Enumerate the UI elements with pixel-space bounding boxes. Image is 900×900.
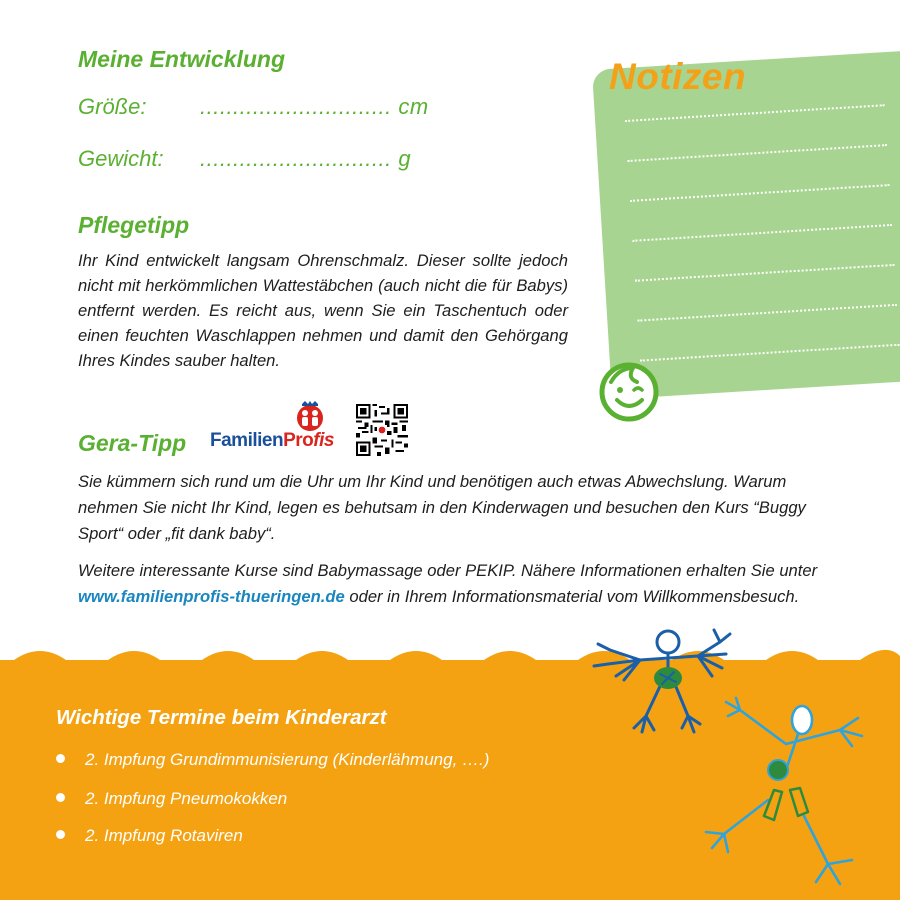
- child-drawing: [590, 620, 890, 890]
- care-tip-heading: Pflegetipp: [78, 212, 190, 238]
- appointments-heading: Wichtige Termine beim Kinderarzt: [56, 706, 387, 729]
- logo-text-pro: Pro: [283, 430, 314, 451]
- note-line: [625, 104, 885, 122]
- smiley-icon: [597, 360, 661, 424]
- familienprofis-link[interactable]: www.familienprofis-thueringen.de: [78, 587, 345, 606]
- logo-text-familien: Familien: [210, 430, 284, 451]
- gera-tip-heading: Gera-Tipp: [78, 430, 187, 456]
- note-line: [637, 304, 897, 322]
- logo-text-fis: fis: [313, 430, 334, 451]
- note-line: [635, 264, 895, 282]
- note-line: [628, 144, 888, 162]
- familienprofis-logo: [210, 400, 342, 460]
- appointment-item: [56, 826, 243, 846]
- qr-code[interactable]: [356, 404, 408, 456]
- weight-blank: .............................: [200, 146, 392, 171]
- care-tip-text: Ihr Kind entwickelt langsam Ohrenschmalz. Dieser sollte jedoch nicht mit herkömmlichen Wattestäbchen (auch nicht die für Babys) entfernt werden. Es reicht aus, wenn Sie ein Taschentuch oder einen feuchten Waschlappen nehmen und damit den Gehörgang Ihres Kindes sauber halten.: [78, 251, 568, 370]
- appointment-item-label: 2. Impfung Rotaviren: [85, 826, 243, 845]
- size-blank: .............................: [200, 94, 392, 119]
- gera-tip-text-before-link: Weitere interessante Kurse sind Babymassage oder PEKIP. Nähere Informationen erhalten Sie unter: [78, 561, 818, 580]
- weight-unit: g: [398, 146, 412, 171]
- gera-tip-text-after-link: oder in Ihrem Informationsmaterial vom Willkommensbesuch.: [344, 587, 800, 606]
- familienprofis-emblem-icon: [210, 400, 342, 434]
- size-field: [200, 94, 429, 120]
- note-line: [630, 184, 890, 202]
- notes-card[interactable]: [592, 50, 900, 400]
- weight-label: Gewicht:: [78, 146, 164, 171]
- note-line: [640, 344, 900, 362]
- gera-tip-paragraph-2: [78, 558, 838, 610]
- gera-tip-paragraph-1: Sie kümmern sich rund um die Uhr um Ihr Kind und benötigen auch etwas Abwechslung. Warum nehmen Sie nicht Ihr Kind, legen es behutsam in den Kinderwagen und besuchen den Kurs “Buggy Sport“ oder „fit dank baby“.: [78, 472, 806, 543]
- bullet-icon: [56, 793, 65, 802]
- weight-field: [200, 146, 411, 172]
- bullet-icon: [56, 754, 65, 763]
- appointment-item: [56, 789, 287, 809]
- size-label: Größe:: [78, 94, 147, 119]
- familienprofis-wordmark: [210, 430, 342, 452]
- development-heading: Meine Entwicklung: [78, 46, 286, 72]
- note-line: [632, 224, 892, 242]
- size-unit: cm: [398, 94, 429, 119]
- appointment-item-label: 2. Impfung Pneumokokken: [85, 789, 288, 808]
- appointment-item-label: 2. Impfung Grundimmunisierung (Kinderlähmung, ….): [85, 750, 490, 769]
- bullet-icon: [56, 830, 65, 839]
- appointment-item: [56, 750, 489, 770]
- notes-title: Notizen: [609, 56, 747, 97]
